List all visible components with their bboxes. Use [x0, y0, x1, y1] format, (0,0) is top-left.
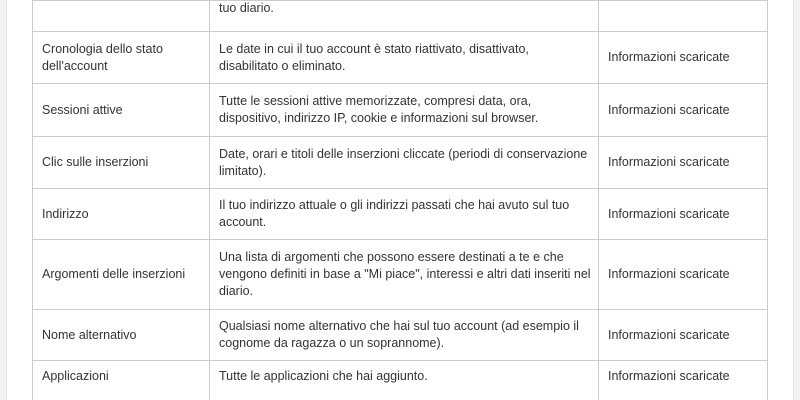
table-row [33, 137, 768, 189]
category-cell: Cronologia dello stato dell'account [33, 32, 210, 84]
category-cell: Sessioni attive [33, 84, 210, 137]
description-cell: tuo diario. [210, 1, 599, 32]
category-cell: Argomenti delle inserzioni [33, 240, 210, 310]
table-row [33, 84, 768, 137]
description-cell: Date, orari e titoli delle inserzioni cliccate (periodi di conservazione limitato). [210, 137, 599, 189]
status-cell: Informazioni scaricate [599, 240, 768, 310]
table-row [33, 32, 768, 84]
table-row [33, 361, 768, 400]
status-cell [599, 1, 768, 32]
status-cell: Informazioni scaricate [599, 189, 768, 240]
category-cell: Applicazioni [33, 361, 210, 400]
status-cell: Informazioni scaricate [599, 310, 768, 361]
data-table-container [32, 0, 767, 400]
page-right-gutter [793, 0, 800, 400]
description-cell: Il tuo indirizzo attuale o gli indirizzi passati che hai avuto sul tuo account. [210, 189, 599, 240]
status-cell: Informazioni scaricate [599, 137, 768, 189]
category-cell: Indirizzo [33, 189, 210, 240]
category-cell [33, 1, 210, 32]
table-row [33, 189, 768, 240]
description-cell: Tutte le applicazioni che hai aggiunto. [210, 361, 599, 400]
table-row [33, 310, 768, 361]
page-left-gutter [0, 0, 7, 400]
data-categories-table [32, 0, 768, 400]
description-cell: Qualsiasi nome alternativo che hai sul tuo account (ad esempio il cognome da ragazza o un soprannome). [210, 310, 599, 361]
category-cell: Clic sulle inserzioni [33, 137, 210, 189]
table-row [33, 1, 768, 32]
status-cell: Informazioni scaricate [599, 361, 768, 400]
table-row [33, 240, 768, 310]
status-cell: Informazioni scaricate [599, 84, 768, 137]
category-cell: Nome alternativo [33, 310, 210, 361]
description-cell: Una lista di argomenti che possono essere destinati a te e che vengono definiti in base a "Mi piace", interessi e altri dati inseriti nel diario. [210, 240, 599, 310]
description-cell: Le date in cui il tuo account è stato riattivato, disattivato, disabilitato o eliminato. [210, 32, 599, 84]
status-cell: Informazioni scaricate [599, 32, 768, 84]
description-cell: Tutte le sessioni attive memorizzate, compresi data, ora, dispositivo, indirizzo IP, cookie e informazioni sul browser. [210, 84, 599, 137]
